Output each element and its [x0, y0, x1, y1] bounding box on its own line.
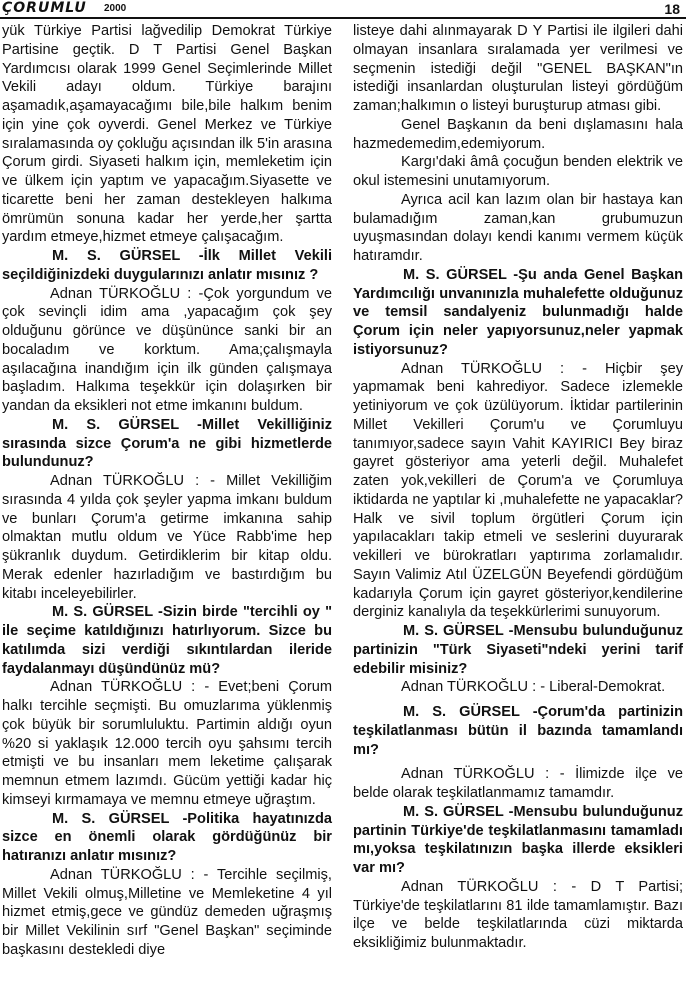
interview-question: M. S. GÜRSEL -Çorum'da partinizin teşkilatlanması bütün il bazında tamamlandı mı? — [353, 704, 683, 758]
interview-paragraph: Adnan TÜRKOĞLU : - Liberal-Demokrat. — [401, 679, 666, 696]
interview-paragraph: Ayrıca acil kan lazım olan bir hastaya kan bulamadığım zaman,kan grubumuzun uyuşmasından dolayı kendi kanımı vermem küçük hatıramdır. — [353, 191, 683, 264]
right-column — [353, 22, 683, 953]
left-column — [2, 22, 332, 960]
interview-question: M. S. GÜRSEL -Millet Vekilliğiniz sırasında sizce Çorum'a ne gibi hizmetlerde bulundunuz? — [2, 416, 332, 471]
interview-question: M. S. GÜRSEL -Sizin birde "tercihli oy " ile seçime katıldığınızı hatırlıyorum. Sizce bu katılımda sizi verdiği sıkıntılardan ileride faydalanmayı düşündünüz mü? — [2, 604, 332, 677]
interview-paragraph: Adnan TÜRKOĞLU : - Millet Vekilliğim sırasında 4 yılda çok şeyler yapma imkanı buldum ve bunları Çorum'a getirme imkanına sahip olmaktan mutlu oldum ve Yüce Rabb'ime hep şükranlık duydum. Getirdiklerim bir kitap oldu. Merak edenler hazırladığım ve bastırdığım bu kitabı inceleyebilirler. — [2, 473, 332, 602]
page-header — [0, 0, 686, 18]
page-number: 18 — [664, 1, 680, 17]
interview-paragraph: Adnan TÜRKOĞLU : - İlimizde ilçe ve belde olarak teşkilatlanmamız tamamdır. — [353, 766, 683, 801]
interview-question: M. S. GÜRSEL -Şu anda Genel Başkan Yardımcılığı unvanınızla muhalefette olduğunuz ve temsil sandalyeniz bulunmadığı halde Çorum için neler yapıyorsunuz,neler yapmak istiyorsunuz? — [353, 266, 683, 358]
interview-paragraph: Genel Başkanın da beni dışlamasını hala hazmedemedim,edemiyorum. — [353, 116, 683, 152]
interview-question: M. S. GÜRSEL -İlk Millet Vekili seçildiğinizdeki duygularınızı anlatır mısınız ? — [2, 248, 332, 283]
interview-paragraph: Adnan TÜRKOĞLU : - Evet;beni Çorum halkı tercihle seçmişti. Bu omuzlarıma yüklenmiş çok büyük bir sorumluluktu. Partimin aldığı oyun %20 si yaklaşık 12.000 tercih oyu şahsımı tercih etmişti ve bu insanları mem leketime çalışarak memnun etmem lazımdı. Gücüm yettiği kadar hiç kimseyi kırmamaya ve memnu etmeye uğraştım. — [2, 679, 332, 808]
header-rule — [0, 17, 686, 19]
interview-paragraph: Adnan TÜRKOĞLU : -Çok yorgundum ve çok sevinçli idim ama ,yapacağım çok şey olduğunu görünce ve düşününce sanki bir an bocaladım ve korktum. Ama;çalışmayla aşılacağına inandığım için ilk günden çalışmaya başladım. Halkıma teşekkür için dolaşırken bir yandan da eksikleri not etme imkanını buldum. — [2, 285, 332, 414]
interview-question: M. S. GÜRSEL -Mensubu bulunduğunuz partinizin "Türk Siyaseti"ndeki yerini tarif edebilir misiniz? — [353, 623, 683, 677]
magazine-logo: ÇORUMLU — [2, 0, 87, 16]
interview-paragraph: Adnan TÜRKOĞLU : - Tercihle seçilmiş, Millet Vekili olmuş,Milletine ve Memleketine 4 yıl hizmet etmiş,gece ve gündüz demeden uğraşmış bir Millet Vekilinin sırf "Genel Başkan" seçiminde başkasını destekledi diye — [2, 866, 332, 958]
interview-paragraph: yük Türkiye Partisi lağvedilip Demokrat Türkiye Partisine geçtik. D T Partisi Genel Başkan Yardımcısı olarak 1999 Genel Seçimlerinde Millet Vekili adayı oldum. Türkiye barajını aşamadık,aşamayacağımı bile,bile halkım benim için yine çok oyverdi. Genel Merkez ve Türkiye sıralamasında oy çokluğu açısından ilk 5'in arasına Çorum girdi. Siyaseti halkım için, memleketim için ve ülkem için yaptım ve yapacağım.Siyasette ve ticarette beni her zaman destekleyen halkıma ömrümün sonuna kadar her yerde,her şartta yardım etmeye,hizmet etmeye çalışacağım. — [2, 23, 332, 246]
interview-paragraph: listeye dahi alınmayarak D Y Partisi ile ilgileri dahi olmayan insanlara sıralamada yer verilmesi ve seçmenin istediği değil "GENEL BAŞKAN"ın istediği insanlardan oluşturulan listeyi gördüğüm zaman;halkımın o listeyi buruşturup atması gibi. — [353, 23, 683, 114]
interview-question: M. S. GÜRSEL -Mensubu bulunduğunuz partinin Türkiye'de teşkilatlanmasını tamamladı mı,yoksa teşkilatınızın başka illerde eksikleri var mı? — [353, 803, 683, 876]
interview-paragraph: Kargı'daki âmâ çocuğun benden elektrik ve okul istemesini unutamıyorum. — [353, 154, 683, 189]
issue-year: 2000 — [104, 3, 127, 14]
interview-paragraph: Adnan TÜRKOĞLU : - D T Partisi; Türkiye'de teşkilatlarını 81 ilde tamamlamıştır. Bazı ilçe ve belde teşkilatlarında cüzi miktarda eksikliğimiz bulunmaktadır. — [353, 878, 683, 951]
interview-question: M. S. GÜRSEL -Politika hayatınızda sizce en önemli olarak gördüğünüz bir hatıranızı anlatır mısınız? — [2, 810, 332, 864]
interview-paragraph: Adnan TÜRKOĞLU : - Hiçbir şey yapmamak beni kahrediyor. Sadece izlemekle yetiniyorum ve çok üzülüyorum. İktidar partilerinin Millet Vekilleri Çorum'u ve Çorumluyu tanımıyor,sadece sayın Vahit KAYIRICI Bey biraz gayret gösteriyor ama yeterli değil. Muhalefet zaten yok,vekilleri de Çorum'a ve Çorumluya iktidarda ne yaptılar ki ,muhalefette ne yapacaklar? Halk ve sivil toplum örgütleri Çorum için yapılacakları takip etmeli ve seslerini duyurarak vekilleri ve bürokratları yaptırıma zorlamalıdır. Sayın Valimiz Atıl ÜZELGÜN Beyefendi gördüğüm kadarıyla Çorum için gayret gösteriyor,kendilerine derginiz kanalıyla da teşekkürlerimi sunuyorum. — [353, 360, 683, 621]
